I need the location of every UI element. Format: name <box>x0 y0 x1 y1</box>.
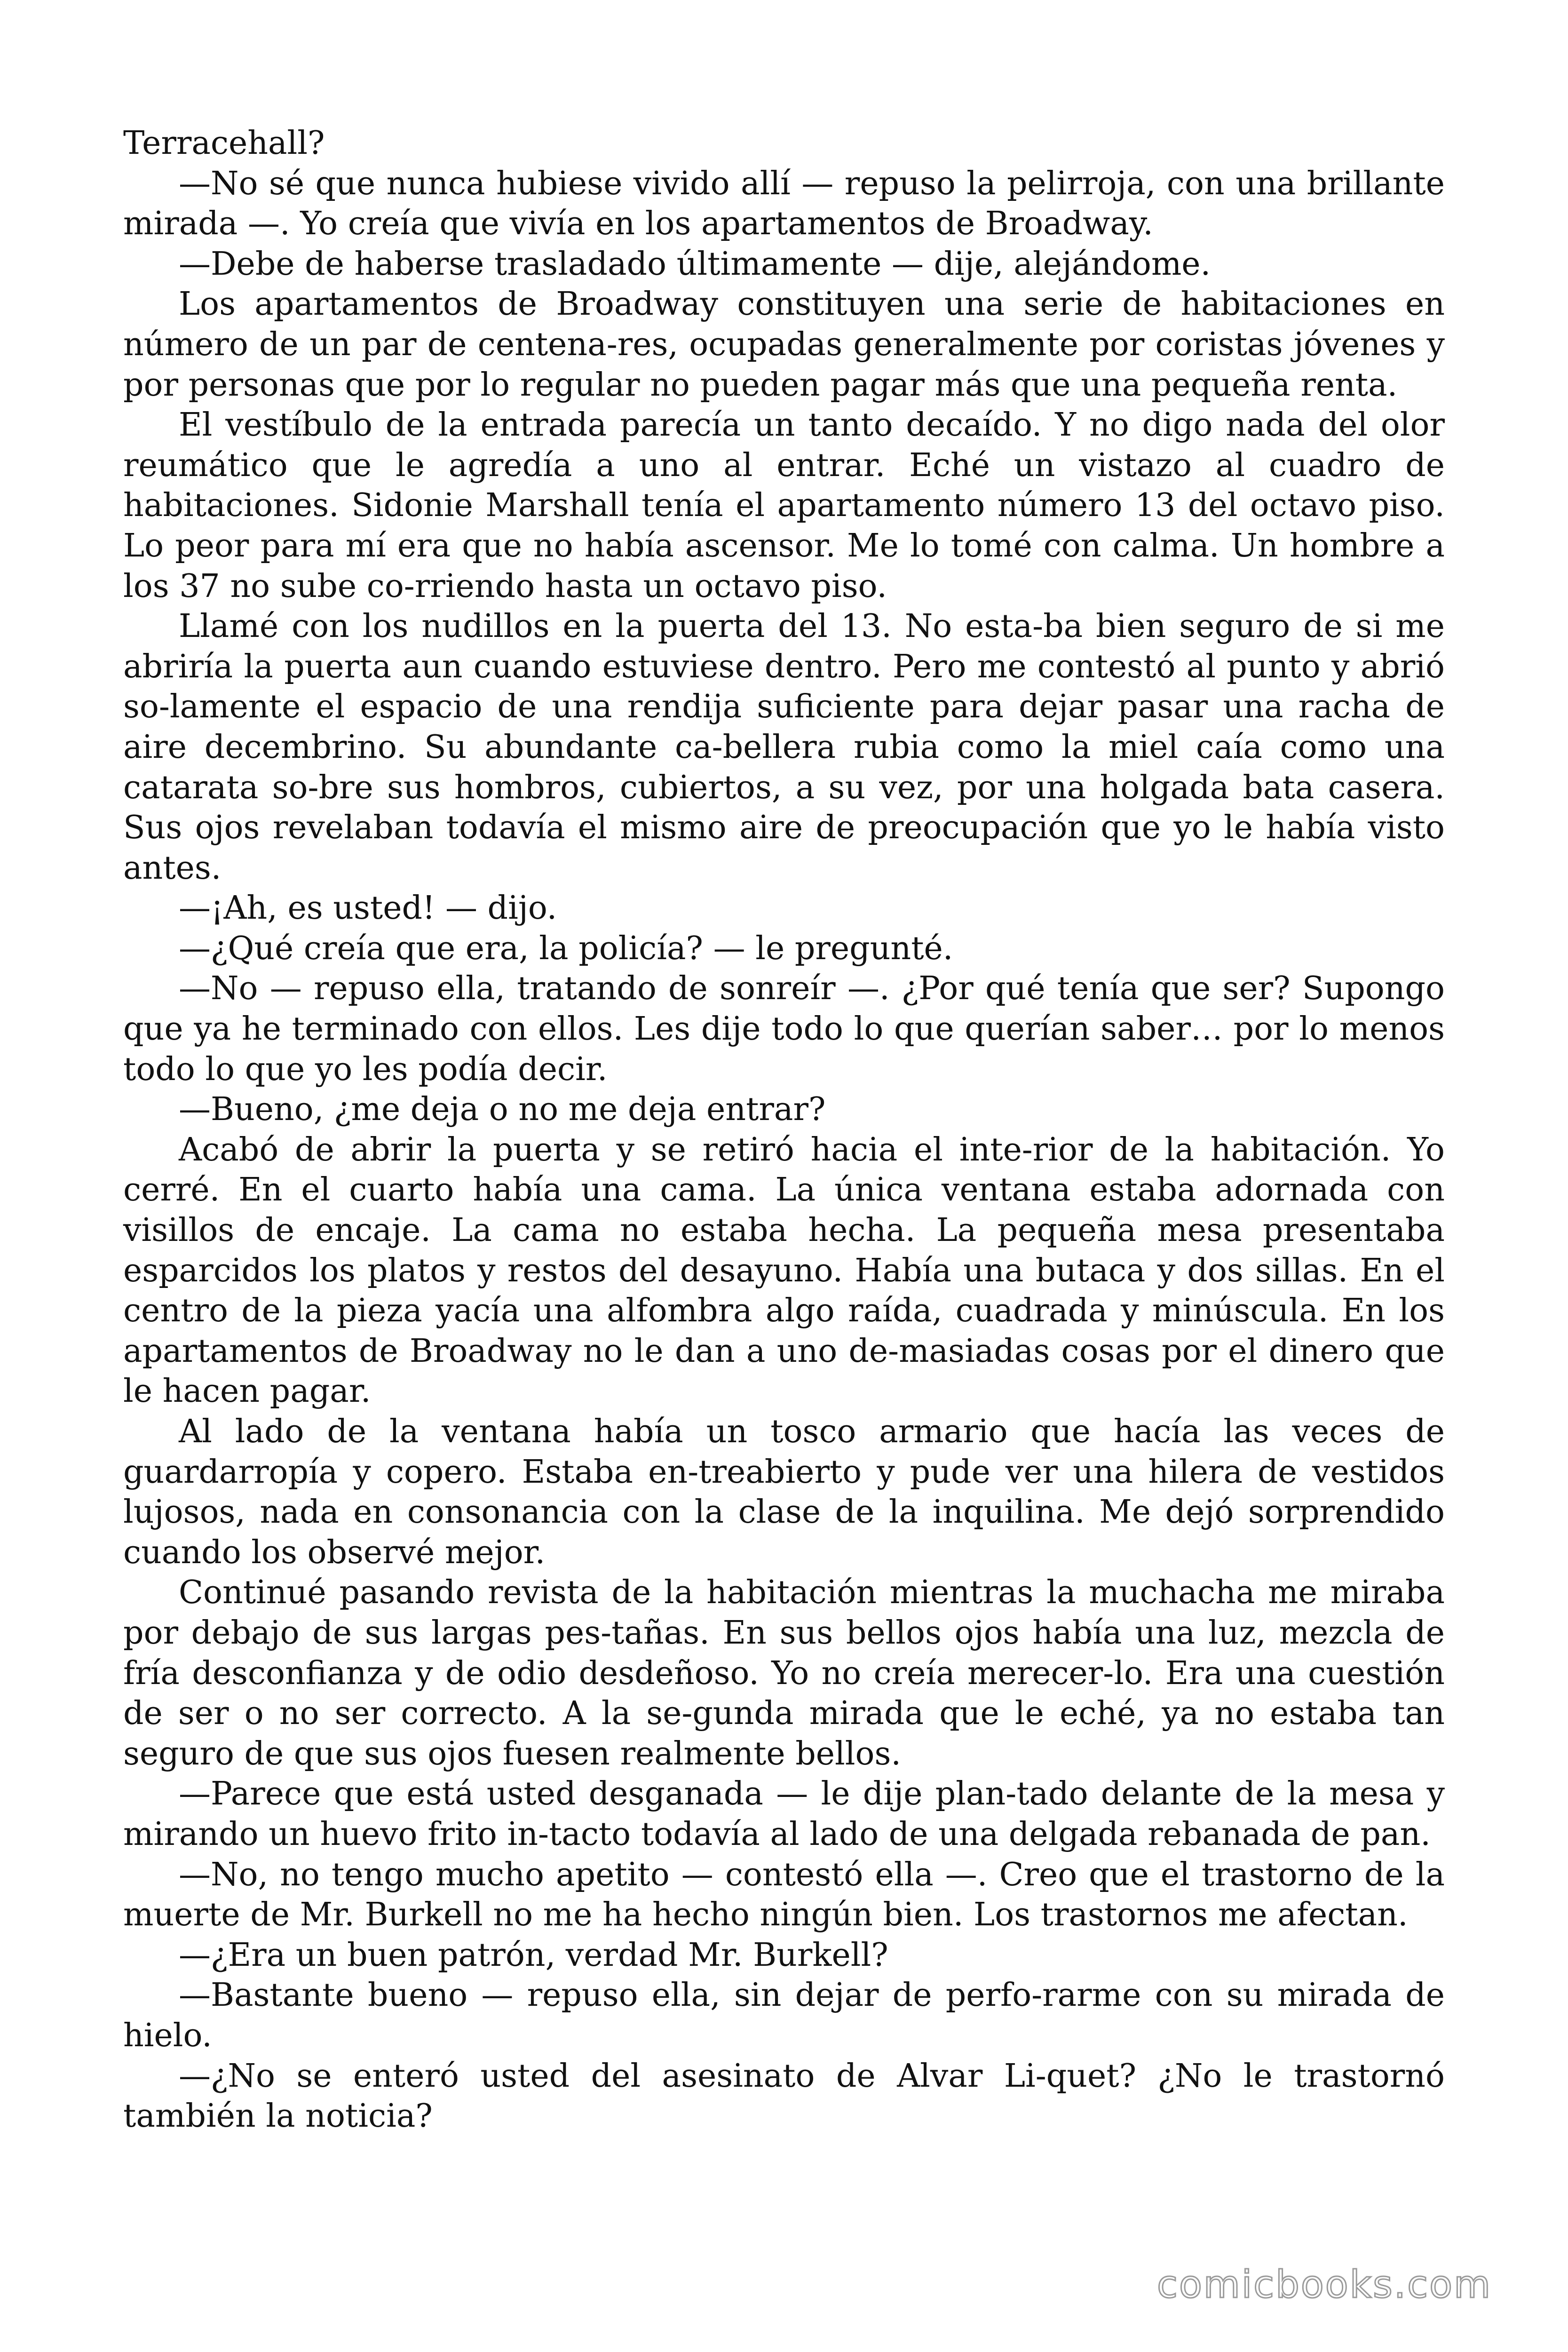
paragraph: El vestíbulo de la entrada parecía un tanto decaído. Y no digo nada del olor reumático que le agredía a uno al entrar. Eché un vistazo al cuadro de habitaciones. Sidonie Marshall tenía el apartamento número 13 del octavo piso. Lo peor para mí era que no había ascensor. Me lo tomé con calma. Un hombre a los 37 no sube co-rriendo hasta un octavo piso. <box>123 406 1445 605</box>
paragraph: —No sé que nunca hubiese vivido allí — repuso la pelirroja, con una brillante mirada —. Yo creía que vivía en los apartamentos de Broadway. <box>123 165 1445 243</box>
paragraph: Continué pasando revista de la habitación mientras la muchacha me miraba por debajo de sus largas pes-tañas. En sus bellos ojos había una luz, mezcla de fría desconfianza y de odio desdeñoso. Yo no creía merecer-lo. Era una cuestión de ser o no ser correcto. A la se-gunda mirada que le eché, ya no estaba tan seguro de que sus ojos fuesen realmente bellos. <box>123 1574 1445 1772</box>
paragraph: Los apartamentos de Broadway constituyen una serie de habitaciones en número de un par de centena-res, ocupadas generalmente por coristas jóvenes y por personas que por lo regular no pueden pagar más que una pequeña renta. <box>123 286 1445 404</box>
paragraph: —Parece que está usted desganada — le dije plan-tado delante de la mesa y mirando un huevo frito in-tacto todavía al lado de una delgada rebanada de pan. <box>123 1775 1445 1853</box>
paragraph: —Bastante bueno — repuso ella, sin dejar de perfo-rarme con su mirada de hielo. <box>123 1977 1445 2054</box>
paragraph: Al lado de la ventana había un tosco armario que hacía las veces de guardarropía y copero. Estaba en-treabierto y pude ver una hilera de vestidos lujosos, nada en consonancia con la clase de la inquilina. Me dejó sorprendido cuando los observé mejor. <box>123 1413 1445 1571</box>
paragraph: —No — repuso ella, tratando de sonreír —. ¿Por qué tenía que ser? Supongo que ya he terminado con ellos. Les dije todo lo que querían saber… por lo menos todo lo que yo les podía decir. <box>123 970 1445 1088</box>
paragraph: —Bueno, ¿me deja o no me deja entrar? <box>179 1091 826 1128</box>
body-text <box>123 123 1445 2137</box>
paragraph: —¿Qué creía que era, la policía? — le pregunté. <box>179 930 953 967</box>
paragraph: Acabó de abrir la puerta y se retiró hacia el inte-rior de la habitación. Yo cerré. En el cuarto había una cama. La única ventana estaba adornada con visillos de encaje. La cama no estaba hecha. La pequeña mesa presentaba esparcidos los platos y restos del desayuno. Había una butaca y dos sillas. En el centro de la pieza yacía una alfombra algo raída, cuadrada y minúscula. En los apartamentos de Broadway no le dan a uno de-masiadas cosas por el dinero que le hacen pagar. <box>123 1131 1445 1410</box>
paragraph: —No, no tengo mucho apetito — contestó ella —. Creo que el trastorno de la muerte de Mr. Burkell no me ha hecho ningún bien. Los trastornos me afectan. <box>123 1856 1445 1934</box>
paragraph: —Debe de haberse trasladado últimamente — dije, alejándome. <box>179 245 1211 283</box>
paragraph: —¿Era un buen patrón, verdad Mr. Burkell? <box>179 1936 888 1974</box>
paragraph: Terracehall? <box>123 125 325 162</box>
paragraph: —¡Ah, es usted! — dijo. <box>179 890 557 927</box>
paragraph: Llamé con los nudillos en la puerta del 13. No esta-ba bien seguro de si me abriría la puerta aun cuando estuviese dentro. Pero me contestó al punto y abrió so-lamente el espacio de una rendija suficiente para dejar pasar una racha de aire decembrino. Su abundante ca-bellera rubia como la miel caía como una catarata so-bre sus hombros, cubiertos, a su vez, por una holgada bata casera. Sus ojos revelaban todavía el mismo aire de preocupación que yo le había visto antes. <box>123 608 1445 887</box>
paragraph: —¿No se enteró usted del asesinato de Alvar Li-quet? ¿No le trastornó también la noticia? <box>123 2057 1445 2135</box>
watermark: comicbooks.com <box>1157 2263 1492 2306</box>
